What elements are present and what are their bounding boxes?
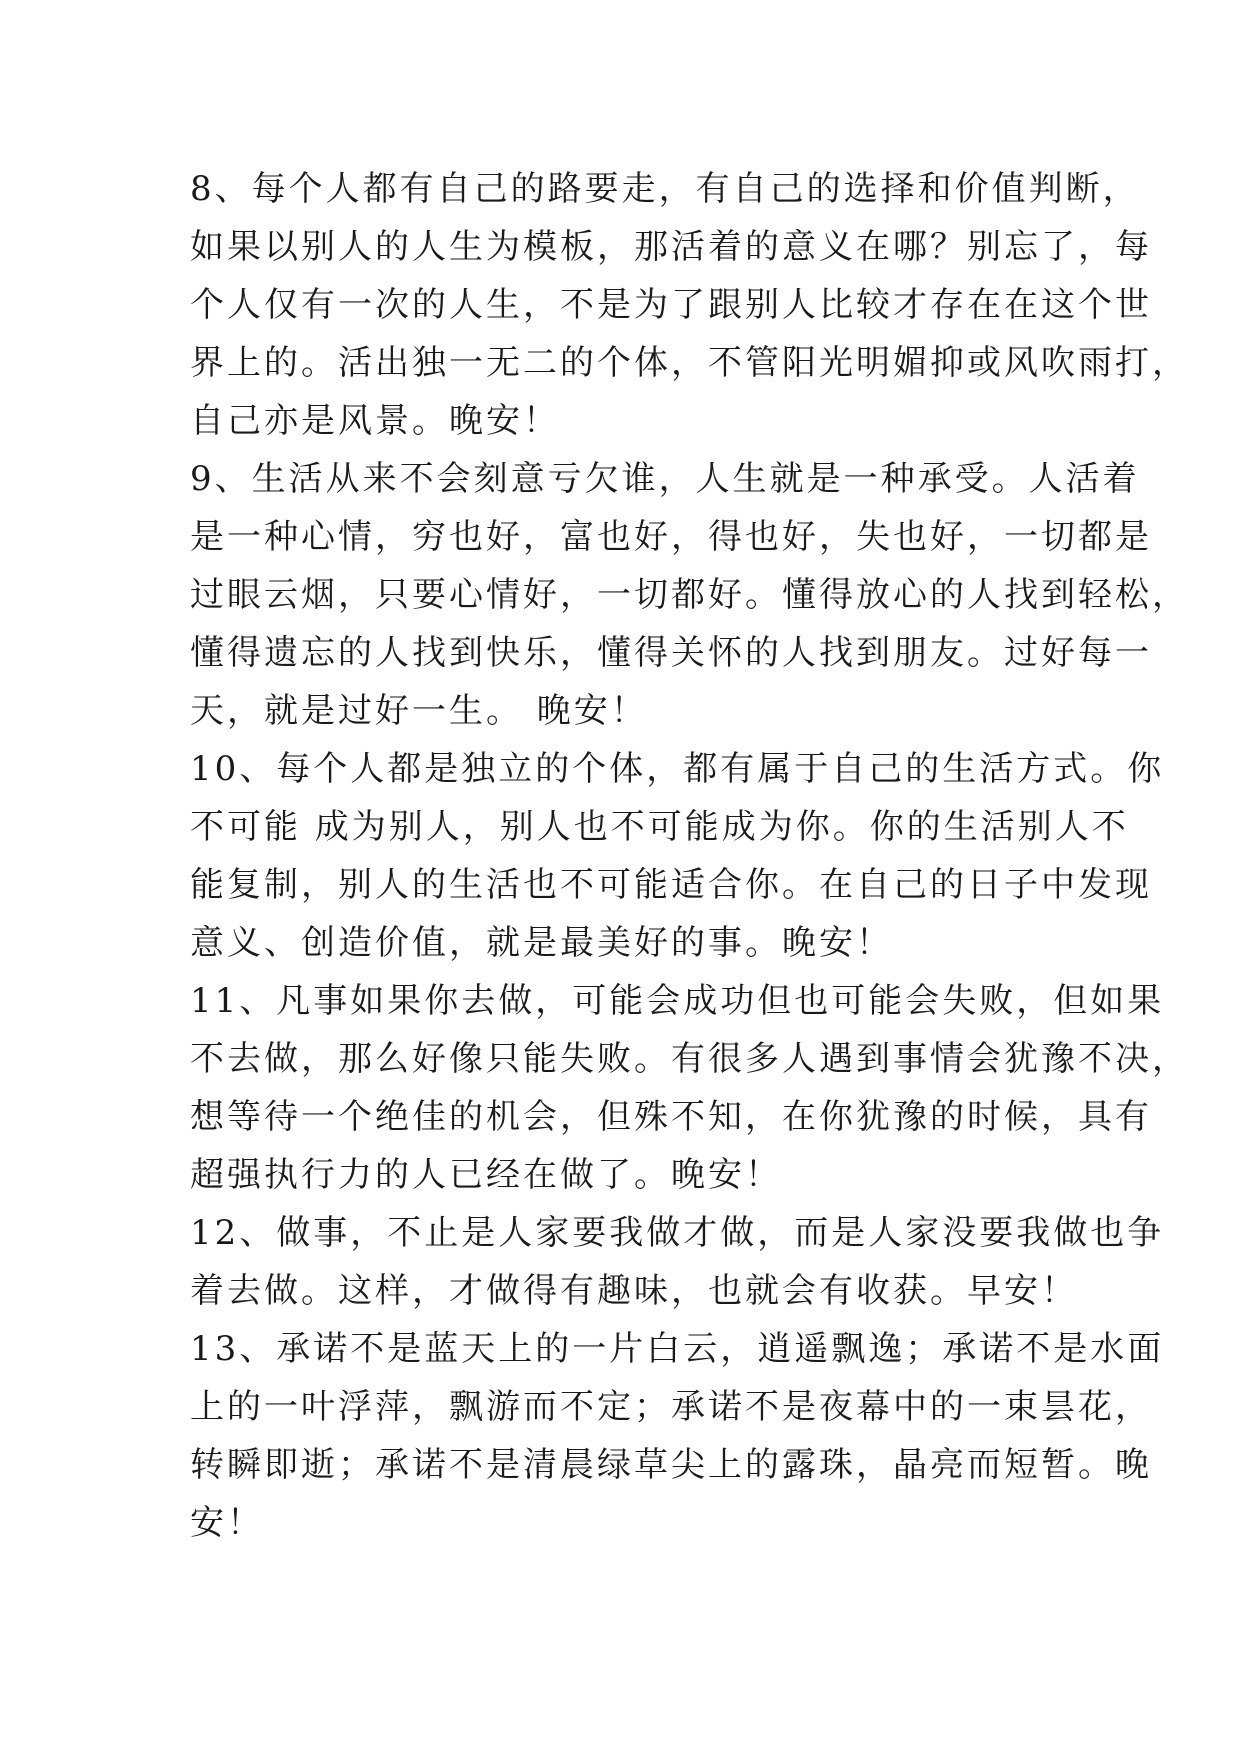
text-line: 界上的。活出独一无二的个体，不管阳光明媚抑或风吹雨打， (190, 343, 1189, 383)
text-line: 意义、创造价值，就是最美好的事。晚安！ (190, 923, 893, 963)
text-line: 天，就是过好一生。 晚安！ (190, 691, 648, 731)
text-line: 个人仅有一次的人生，不是为了跟别人比较才存在在这个世 (190, 285, 1152, 325)
text-line: 安！ (190, 1503, 264, 1543)
text-line: 想等待一个绝佳的机会，但殊不知，在你犹豫的时候，具有 (190, 1097, 1152, 1137)
text-line: 12、做事，不止是人家要我做才做，而是人家没要我做也争 (190, 1213, 1165, 1253)
text-line: 13、承诺不是蓝天上的一片白云，逍遥飘逸；承诺不是水面 (190, 1329, 1165, 1369)
paragraph-9 (190, 450, 1189, 740)
text-line: 能复制，别人的生活也不可能适合你。在自己的日子中发现 (190, 865, 1152, 905)
paragraph-12 (190, 1204, 1165, 1320)
paragraph-13 (190, 1320, 1165, 1552)
text-line: 懂得遗忘的人找到快乐，懂得关怀的人找到朋友。过好每一 (190, 633, 1152, 673)
text-line: 如果以别人的人生为模板，那活着的意义在哪？别忘了，每 (190, 227, 1152, 267)
paragraph-11 (190, 972, 1189, 1204)
text-line: 过眼云烟，只要心情好，一切都好。懂得放心的人找到轻松， (190, 575, 1189, 615)
text-line: 转瞬即逝；承诺不是清晨绿草尖上的露珠，晶亮而短暂。晚 (190, 1445, 1152, 1485)
text-line: 8、每个人都有自己的路要走，有自己的选择和价值判断， (190, 169, 1140, 209)
document-page (190, 160, 1189, 1552)
text-line: 自己亦是风景。晚安！ (190, 401, 560, 441)
text-line: 着去做。这样，才做得有趣味，也就会有收获。早安！ (190, 1271, 1078, 1311)
text-line: 9、生活从来不会刻意亏欠谁，人生就是一种承受。人活着 (190, 459, 1140, 499)
text-line: 10、每个人都是独立的个体，都有属于自己的生活方式。你 (190, 749, 1165, 789)
text-line: 不去做，那么好像只能失败。有很多人遇到事情会犹豫不决， (190, 1039, 1189, 1079)
text-line: 是一种心情，穷也好，富也好，得也好，失也好，一切都是 (190, 517, 1152, 557)
paragraph-10 (190, 740, 1165, 972)
text-line: 不可能 成为别人，别人也不可能成为你。你的生活别人不 (190, 807, 1129, 847)
text-line: 11、凡事如果你去做，可能会成功但也可能会失败，但如果 (190, 981, 1165, 1021)
text-line: 上的一叶浮萍，飘游而不定；承诺不是夜幕中的一束昙花， (190, 1387, 1152, 1427)
text-line: 超强执行力的人已经在做了。晚安！ (190, 1155, 782, 1195)
paragraph-8 (190, 160, 1189, 450)
